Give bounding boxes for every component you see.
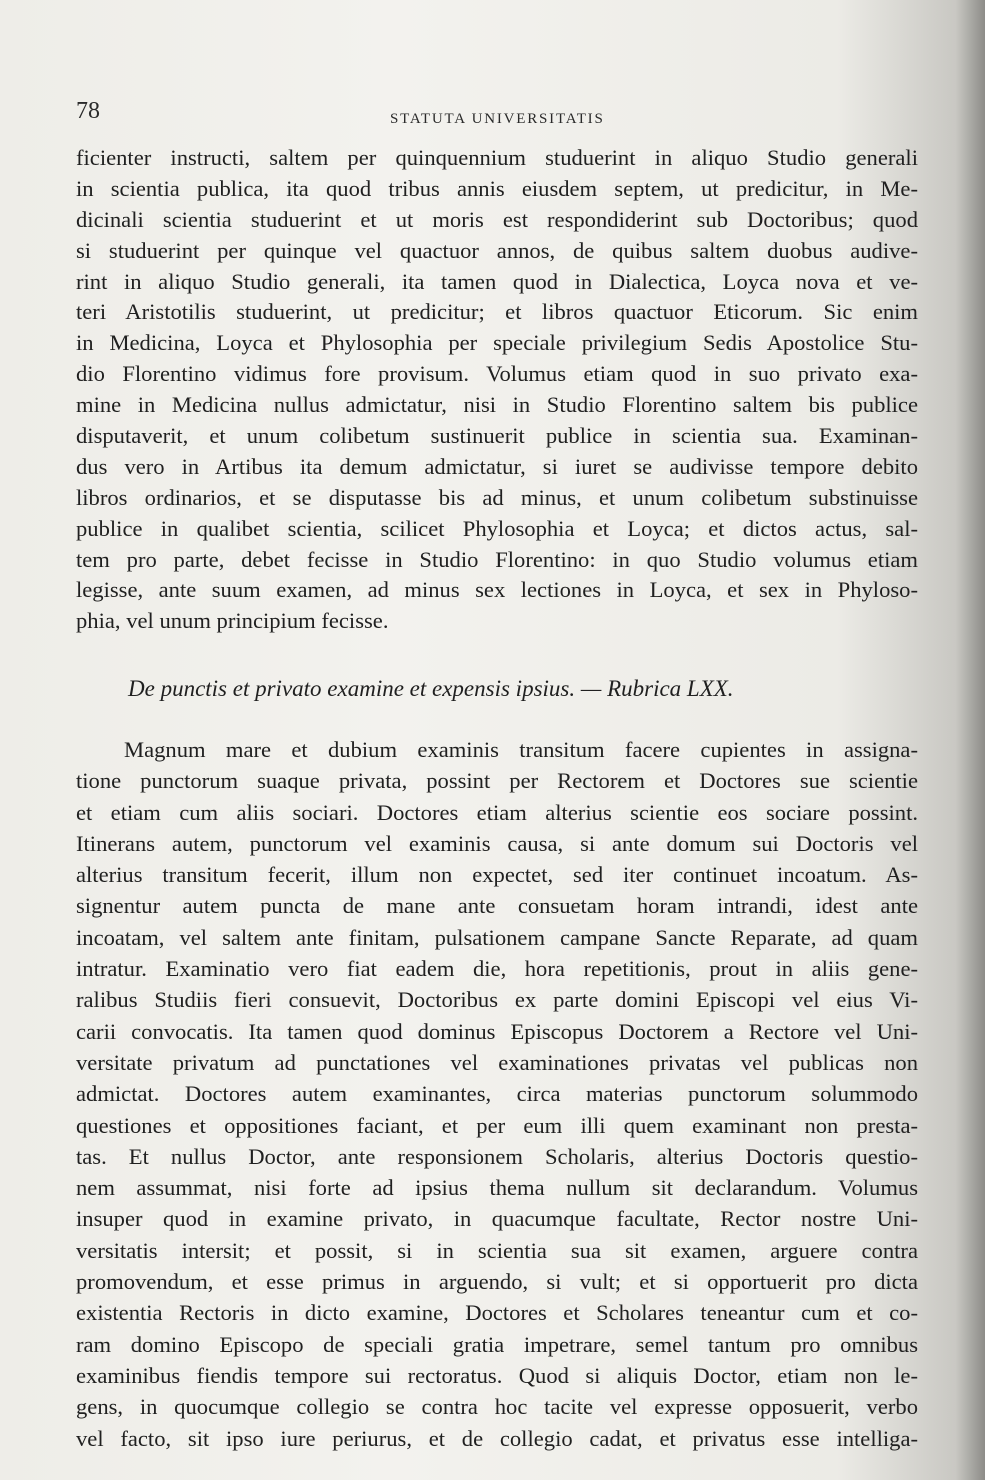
text-line: dicinali scientia studuerint et ut moris est respondiderint sub Doctoribus; quod [76,206,918,232]
text-line: Itinerans autem, punctorum vel examinis causa, si ante domum sui Doctoris vel [76,830,918,856]
text-line: libros ordinarios, et se disputasse bis ad minus, et unum colibetum substinuisse [76,484,918,510]
text-line: dus vero in Artibus ita demum admictatur, si iuret se audivisse tempore debito [76,453,918,479]
text-line: tione punctorum suaque privata, possint per Rectorem et Doctores sue scientie [76,768,918,794]
text-line: admictat. Doctores autem examinantes, circa materias punctorum solummodo [76,1081,918,1107]
paragraph-1 [76,143,918,637]
text-line: ralibus Studiis fieri consuevit, Doctoribus ex parte domini Episcopi vel eius Vi- [76,987,918,1013]
paragraph-2 [76,734,918,1454]
text-line: nem assummat, nisi forte ad ipsius thema nullum sit declarandum. Volumus [76,1175,918,1201]
text-line: signentur autem puncta de mane ante consuetam horam intrandi, idest ante [76,893,918,919]
text-line: ficienter instructi, saltem per quinquennium studuerint in aliquo Studio generali [76,145,918,170]
text-line: publice in qualibet scientia, scilicet Phylosophia et Loyca; et dictos actus, sal- [76,515,918,541]
text-line: alterius transitum fecerit, illum non expectet, sed iter continuet incoatum. As- [76,862,918,888]
text-line: teri Aristotilis studuerint, ut predicitur; et libros quactuor Eticorum. Sic enim [76,299,918,325]
text-line: versitatis intersit; et possit, si in scientia sua sit examen, arguere contra [76,1237,918,1263]
text-line: si studuerint per quinque vel quactuor annos, de quibus saltem duobus audive- [76,237,918,263]
text-line: Magnum mare et dubium examinis transitum facere cupientes in assigna- [124,737,918,762]
text-line: in scientia publica, ita quod tribus annis eiusdem septem, ut predicitur, in Me- [76,175,918,201]
text-line: gens, in quocumque collegio se contra hoc tacite vel expresse opposuerit, verbo [76,1394,918,1420]
text-line: in Medicina, Loyca et Phylosophia per speciale privilegium Sedis Apostolice Stu- [76,330,918,356]
page-number: 78 [76,98,100,124]
text-line: promovendum, et esse primus in arguendo, si vult; et si opportuerit pro dicta [76,1269,918,1295]
text-line: phia, vel unum principium fecisse. [76,608,389,634]
running-title: STATUTA UNIVERSITATIS [390,111,605,127]
text-line: tas. Et nullus Doctor, ante responsionem Scholaris, alterius Doctoris questio- [76,1143,918,1169]
text-line: vel facto, sit ipso iure periurus, et de collegio cadat, et privatus esse intelliga- [76,1425,918,1451]
text-line: mine in Medicina nullus admictatur, nisi in Studio Florentino saltem bis publice [76,392,918,418]
text-line: existentia Rectoris in dicto examine, Doctores et Scholares teneantur cum et co- [76,1300,918,1326]
text-line: dio Florentino vidimus fore provisum. Volumus etiam quod in suo privato exa- [76,361,918,387]
text-line: et etiam cum aliis sociari. Doctores etiam alterius scientie eos sociare possint. [76,799,918,825]
text-line: versitate privatum ad punctationes vel examinationes privatas vel publicas non [76,1049,918,1075]
text-line: disputaverit, et unum colibetum sustinuerit publice in scientia sua. Examinan- [76,423,918,449]
text-line: insuper quod in examine privato, in quacumque facultate, Rector nostre Uni- [76,1206,918,1232]
text-line: tem pro parte, debet fecisse in Studio Florentino: in quo Studio volumus etiam [76,546,918,572]
text-line: carii convocatis. Ita tamen quod dominus Episcopus Doctorem a Rectore vel Uni- [76,1018,918,1044]
text-line: questiones et oppositiones faciant, et per eum illi quem examinant non presta- [76,1112,918,1138]
text-line: incoatam, vel saltem ante finitam, pulsationem campane Sancte Reparate, ad quam [76,924,918,950]
text-line: ram domino Episcopo de speciali gratia impetrare, semel tantum pro omnibus [76,1331,918,1357]
text-line: legisse, ante suum examen, ad minus sex lectiones in Loyca, et sex in Phyloso- [76,577,918,603]
section-heading: De punctis et privato examine et expensis ipsius. — Rubrica LXX. [128,676,734,701]
text-line: intratur. Examinatio vero fiat eadem die, hora repetitionis, prout in aliis gene- [76,956,918,982]
text-line: examinibus fiendis tempore sui rectoratus. Quod si aliquis Doctor, etiam non le- [76,1362,918,1388]
text-line: rint in aliquo Studio generali, ita tamen quod in Dialectica, Loyca nova et ve- [76,268,918,294]
